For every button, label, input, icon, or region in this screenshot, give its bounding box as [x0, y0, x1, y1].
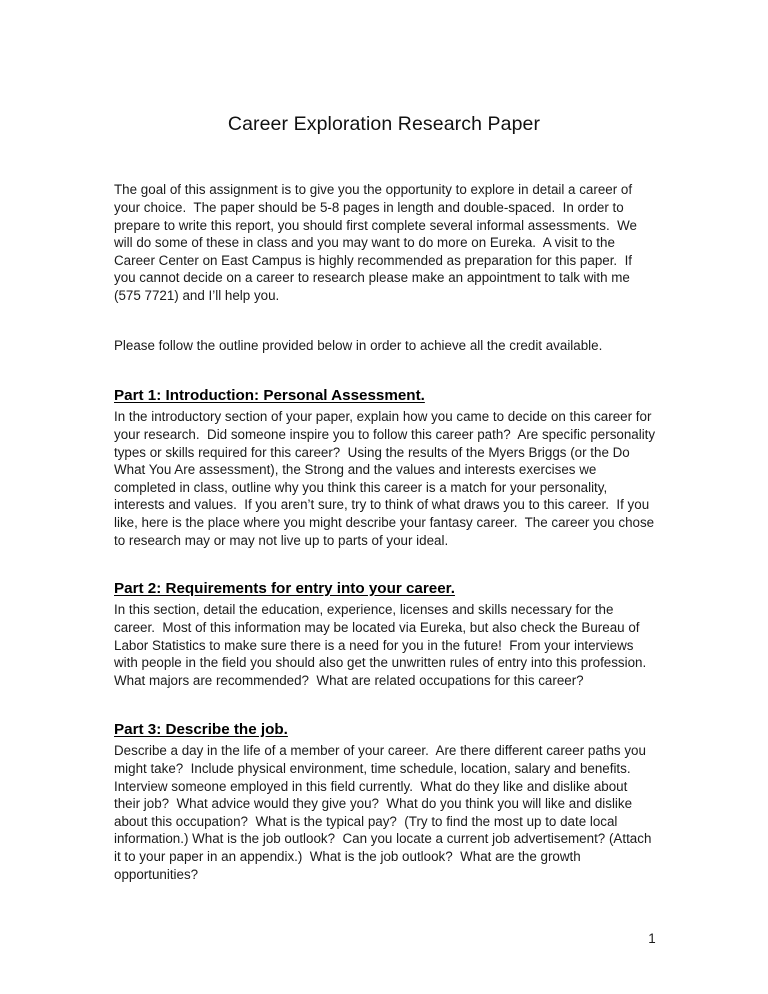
- section-heading-part-3-text: Part 3: Describe the job.: [114, 720, 288, 738]
- section-heading-part-3: [114, 720, 657, 739]
- outline-instruction-paragraph: Please follow the outline provided below in order to achieve all the credit available.: [114, 338, 603, 354]
- section-heading-part-2-text: Part 2: Requirements for entry into your career.: [114, 579, 455, 597]
- page-title: Career Exploration Research Paper: [227, 113, 541, 136]
- page-number: 1: [648, 931, 656, 946]
- section-heading-part-1-text: Part 1: Introduction: Personal Assessment.: [114, 386, 425, 404]
- section-body-part-1: In the introductory section of your paper, explain how you came to decide on this career for your research. Did someone inspire you to follow this career path? Are specific personality types or skills required for this career? Using the results of the Myers Briggs (or the Do What You Are assessment), the Strong and the values and interests exercises we completed in class, outline why you think this career is a match for your personality, interests and values. If you aren’t sure, try to think of what draws you to this career. If you like, here is the place where you might describe your fantasy career. The career you chose to research may or may not live up to parts of your ideal.: [114, 409, 659, 548]
- intro-paragraph: The goal of this assignment is to give you the opportunity to explore in detail a career of your choice. The paper should be 5-8 pages in length and double-spaced. In order to prepare to write this report, you should first complete several informal assessments. We will do some of these in class and you may want to do more on Eureka. A visit to the Career Center on East Campus is highly recommended as preparation for this paper. If you cannot decide on a career to research please make an appointment to talk with me (575 7721) and I’ll help you.: [114, 182, 641, 303]
- section-heading-part-1: [114, 386, 657, 405]
- section-body-part-3: Describe a day in the life of a member of your career. Are there different career paths you might take? Include physical environment, time schedule, location, salary and benefits. Interview someone employed in this field currently. What do they like and dislike about their job? What advice would they give you? What do you think you will like and dislike about this occupation? What is the typical pay? (Try to find the most up to date local information.) What is the job outlook? Can you locate a current job advertisement? (Attach it to your paper in an appendix.) What is the job outlook? What are the growth opportunities?: [114, 743, 656, 882]
- section-heading-part-2: [114, 579, 657, 598]
- section-body-part-2: In this section, detail the education, experience, licenses and skills necessary for the career. Most of this information may be located via Eureka, but also check the Bureau of Labor Statistics to make sure there is a need for you in the future! From your interviews with people in the field you should also get the unwritten rules of entry into this profession. What majors are recommended? What are related occupations for this career?: [114, 602, 654, 688]
